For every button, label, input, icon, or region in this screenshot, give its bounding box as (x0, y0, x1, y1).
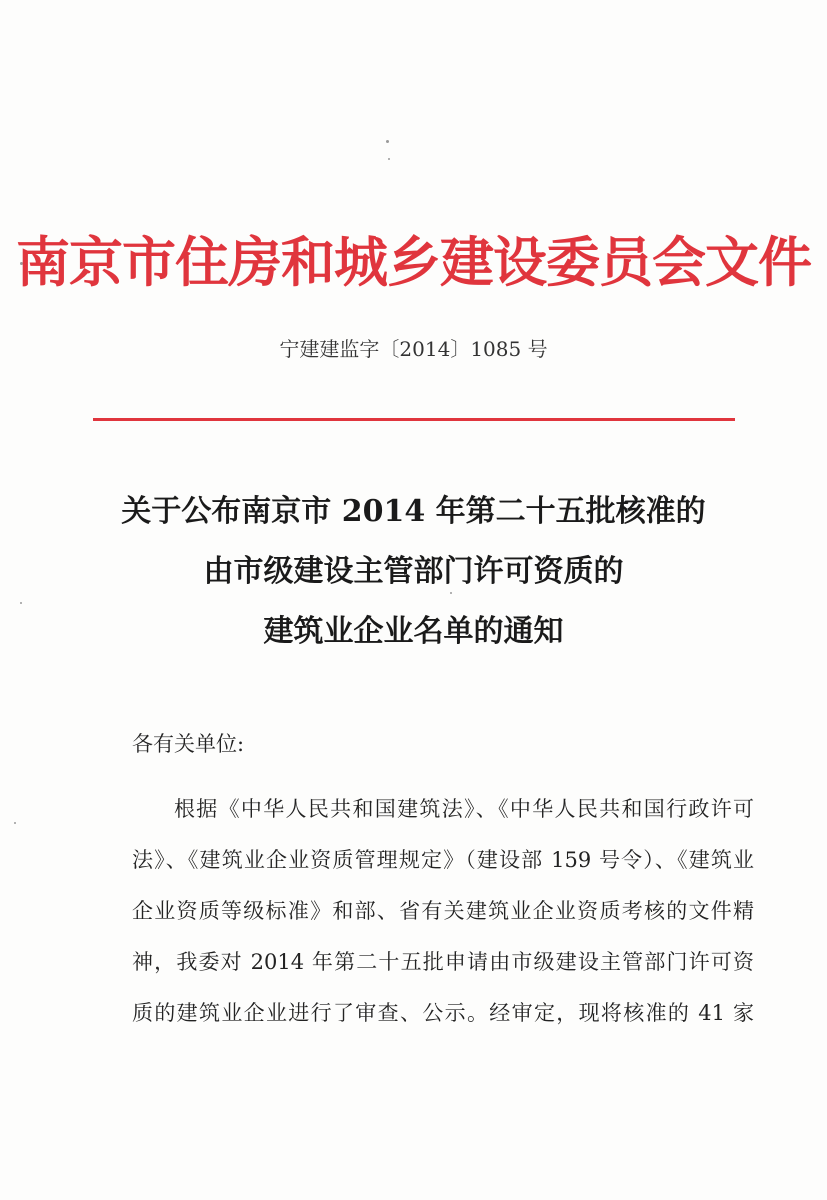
notice-body (132, 784, 754, 1039)
scan-speck (386, 140, 389, 143)
body-line: 根据《中华人民共和国建筑法》、《中华人民共和国行政许可 (174, 797, 754, 821)
issuer-title: 南京市住房和城乡建设委员会文件 (16, 230, 811, 294)
body-line: 质的建筑业企业进行了审查、公示。经审定，现将核准的 41 家 (132, 1001, 754, 1025)
notice-title-line: 由市级建设主管部门许可资质的 (203, 554, 624, 589)
salutation: 各有关单位: (132, 732, 245, 756)
notice-title (0, 482, 827, 662)
body-line: 法》、《建筑业企业资质管理规定》（建设部 159 号令）、《建筑业 (132, 848, 754, 872)
notice-title-line: 建筑业企业名单的通知 (263, 614, 564, 649)
notice-title-line: 关于公布南京市 2014 年第二十五批核准的 (121, 494, 706, 529)
body-line: 神，我委对 2014 年第二十五批申请由市级建设主管部门许可资 (132, 950, 754, 974)
scan-speck (14, 822, 16, 824)
red-separator-line (93, 418, 735, 421)
document-number: 宁建建监字〔2014〕1085 号 (279, 337, 548, 361)
scan-speck (388, 158, 390, 160)
body-line: 企业资质等级标准》和部、省有关建筑业企业资质考核的文件精 (132, 899, 754, 923)
